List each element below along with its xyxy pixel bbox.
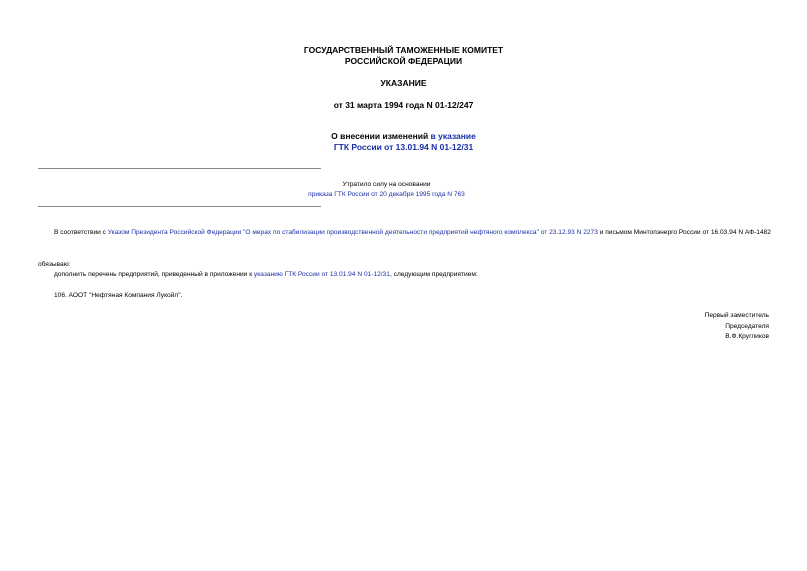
signature-title-line2: Председателя [725,322,769,330]
paragraph-basis-end: и письмом Минтопэнерго России от 16.03.94 N АФ-1482 [597,229,771,236]
org-name-line1: ГОСУДАРСТВЕННЫЙ ТАМОЖЕННЫЕ КОМИТЕТ [303,45,504,55]
list-item-enterprise: 106. АООТ "Нефтяная Компания Лукойл". [54,292,183,299]
document-type: УКАЗАНИЕ [380,78,427,88]
subject-link-line2-container [0,142,807,153]
divider-bottom [38,206,321,207]
signature-title-line1: Первый заместитель [704,312,769,319]
paragraph-basis-start: В соответствии с [54,229,108,236]
subject-link-line2[interactable]: ГТК России от 13.01.94 N 01-12/31 [333,142,474,152]
decree-link[interactable]: Указом Президента Российской Федерации "О мерах по стабилизации производственной деятельности предприятий нефтяного комплекса" от 23.12.93 N 2273 [107,229,598,236]
signature-block [705,311,769,343]
status-link-container [0,190,790,200]
status-text: Утратило силу на основании [342,181,431,188]
instruction-link[interactable]: указанию ГТК России от 13.01.94 N 01-12/31 [253,271,390,278]
status-link[interactable]: приказа ГТК России от 20 декабря 1995 года N 763 [308,191,465,198]
document-date-number: от 31 марта 1994 года N 01-12/247 [333,100,474,110]
document-subject [0,131,807,142]
paragraph-amend-end: , следующим предприятием: [389,271,478,278]
subject-link[interactable]: в указание [430,131,476,141]
signature-name: В.Ф.Кругликов [725,333,769,340]
obliged-text: обязываю: [38,261,71,268]
subject-prefix: О внесении изменений [331,131,431,141]
paragraph-basis [38,228,773,238]
org-name-line2: РОССИЙСКОЙ ФЕДЕРАЦИИ [344,56,463,66]
paragraph-amend-start: дополнить перечень предприятий, приведенный в приложении к [54,271,254,278]
divider-top [38,168,321,169]
paragraph-amend [54,270,773,280]
